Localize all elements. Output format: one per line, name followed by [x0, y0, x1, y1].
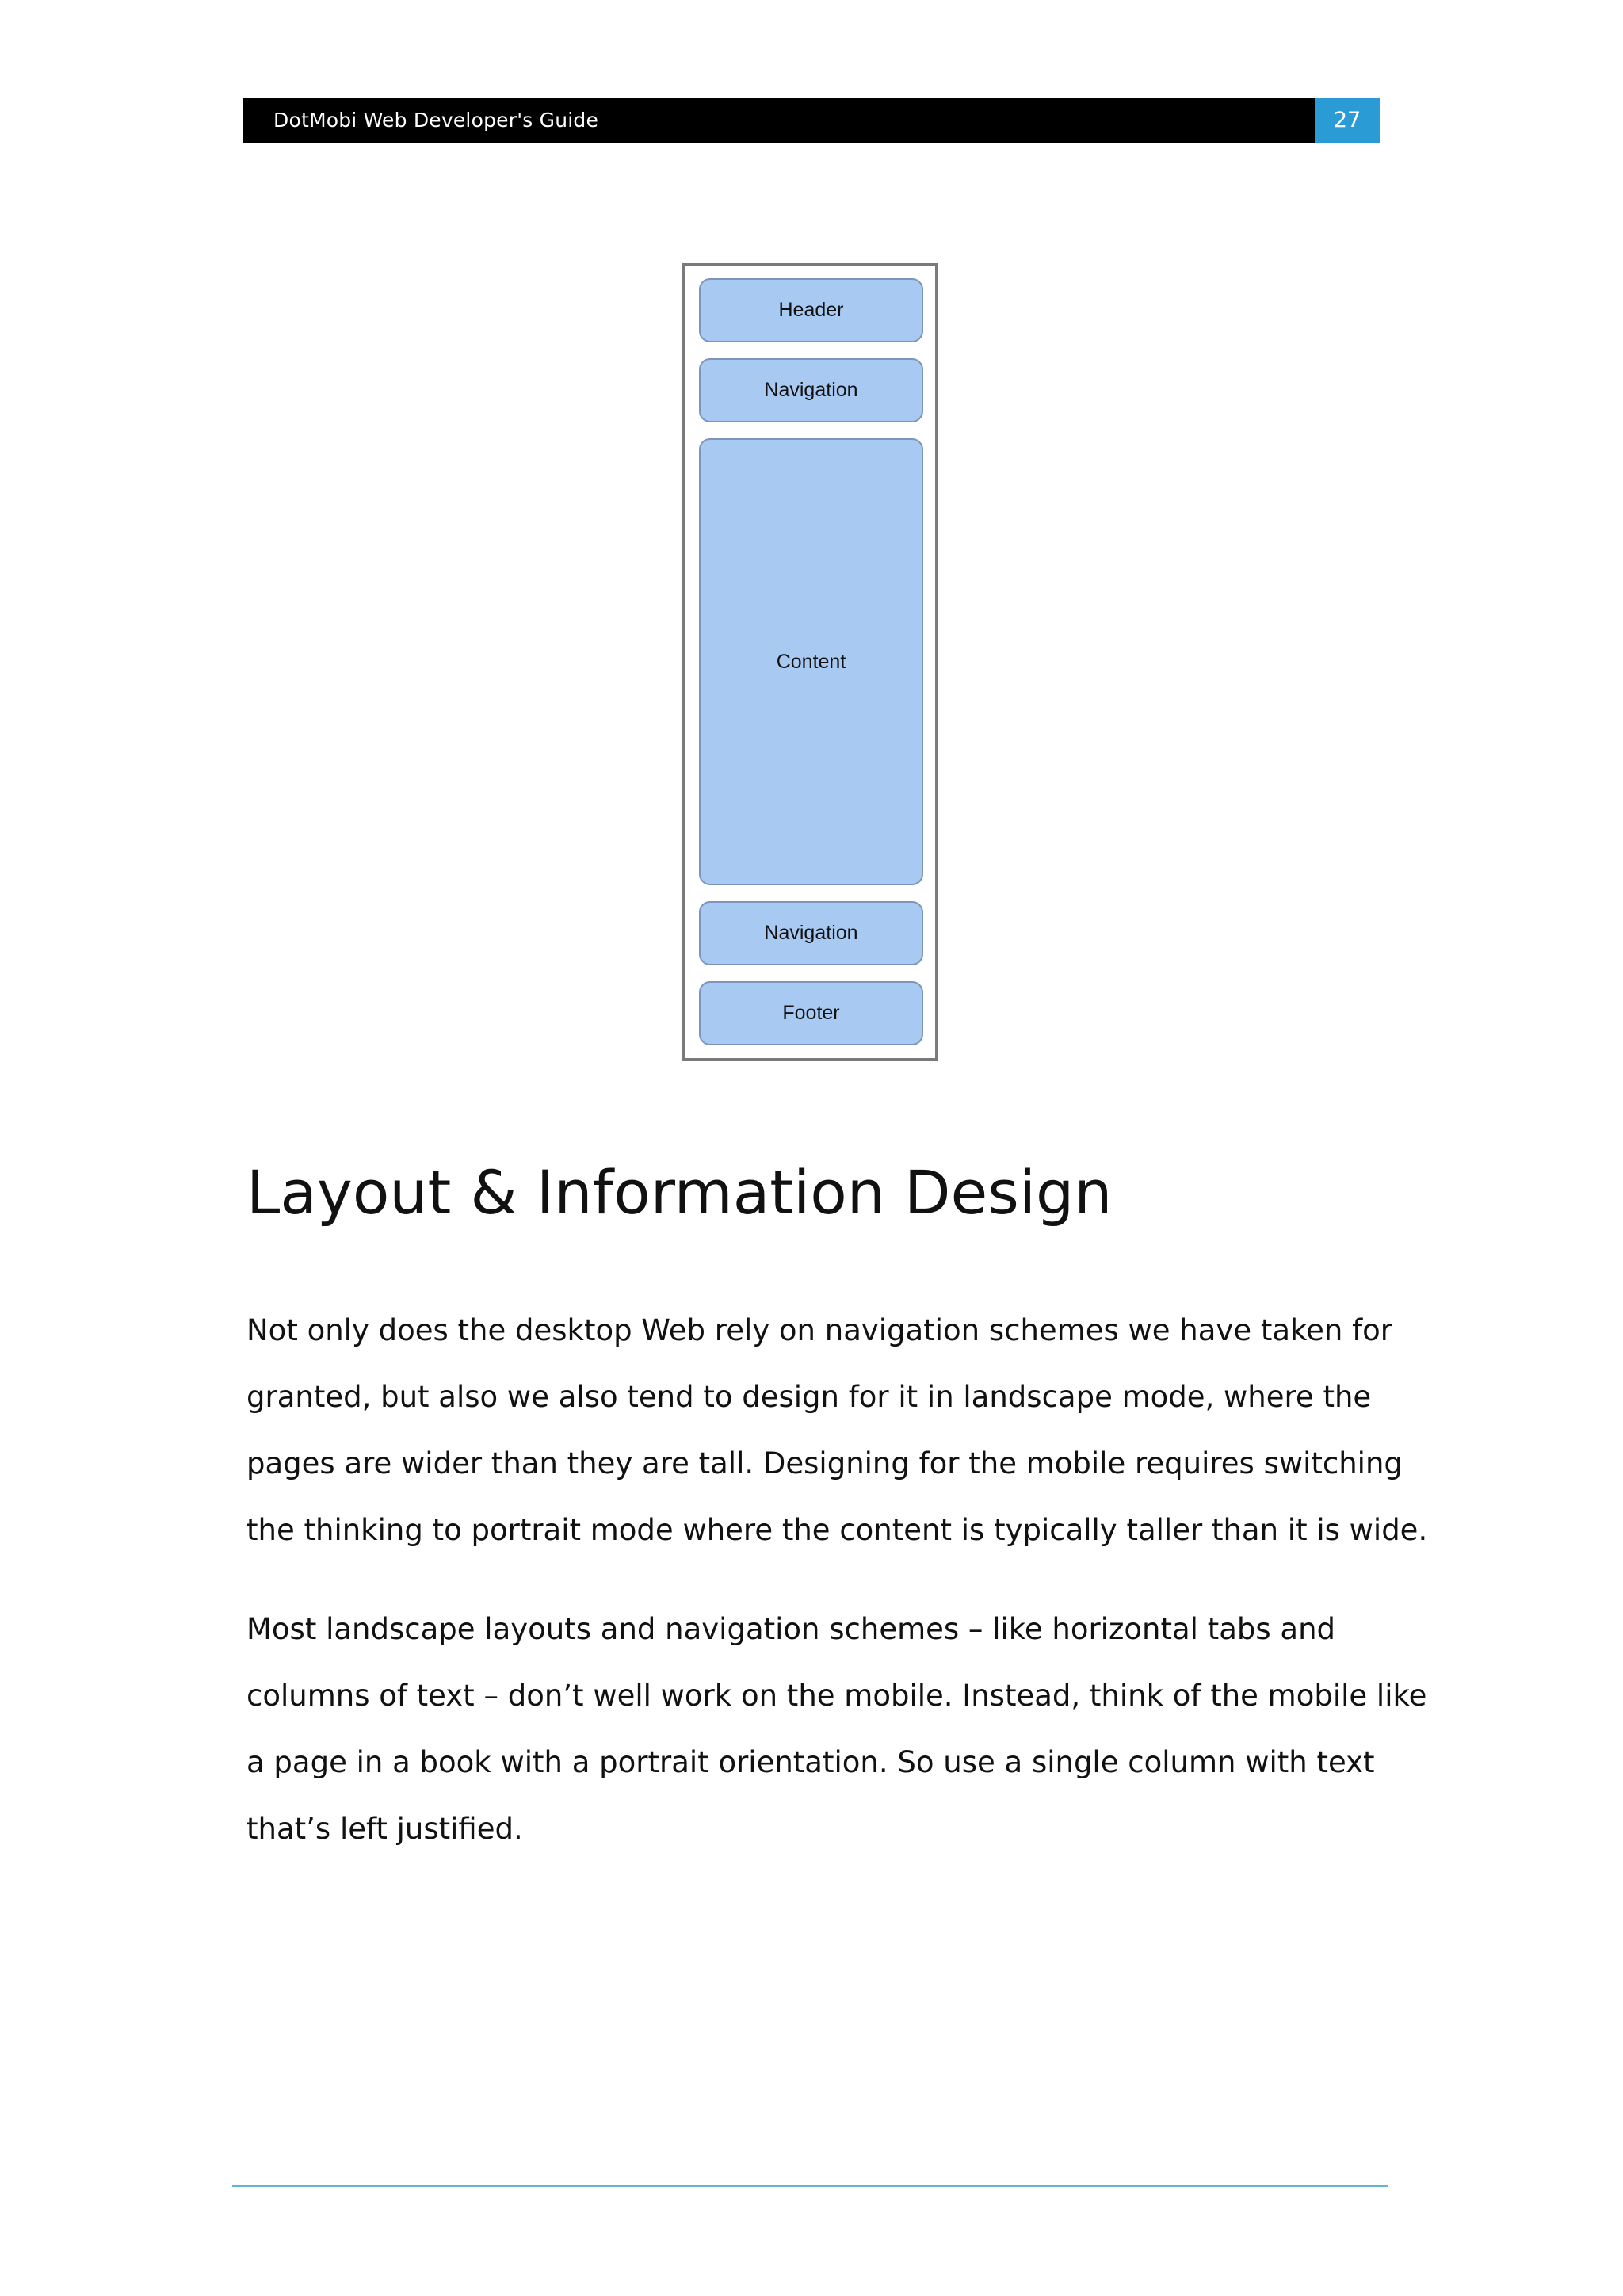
mobile-layout-diagram: [682, 263, 938, 1061]
diagram-block-navigation-top: Navigation: [699, 358, 923, 422]
paragraph-line: Not only does the desktop Web rely on navigation schemes we have taken for: [246, 1313, 1392, 1347]
diagram-block-header: Header: [699, 278, 923, 342]
body-paragraph-2: [246, 1596, 1427, 1862]
running-header: [243, 98, 1380, 143]
section-heading: Layout & Information Design: [246, 1157, 1113, 1228]
paragraph-line: Most landscape layouts and navigation schemes – like horizontal tabs and: [246, 1612, 1336, 1646]
running-header-title: DotMobi Web Developer's Guide: [273, 109, 599, 132]
paragraph-line: a page in a book with a portrait orientation. So use a single column with text: [246, 1745, 1375, 1779]
footer-rule: [232, 2185, 1388, 2187]
paragraph-line: columns of text – don’t well work on the mobile. Instead, think of the mobile like: [246, 1679, 1427, 1713]
paragraph-line: pages are wider than they are tall. Designing for the mobile requires switching: [246, 1446, 1403, 1480]
paragraph-line: granted, but also we also tend to design for it in landscape mode, where the: [246, 1380, 1372, 1414]
body-paragraph-1: [246, 1297, 1428, 1564]
paragraph-line: the thinking to portrait mode where the content is typically taller than it is wide.: [246, 1513, 1428, 1547]
page-number: 27: [1315, 98, 1380, 143]
diagram-block-content: Content: [699, 438, 923, 885]
diagram-block-navigation-bottom: Navigation: [699, 901, 923, 965]
diagram-block-footer: Footer: [699, 981, 923, 1045]
paragraph-line: that’s left justified.: [246, 1812, 523, 1846]
